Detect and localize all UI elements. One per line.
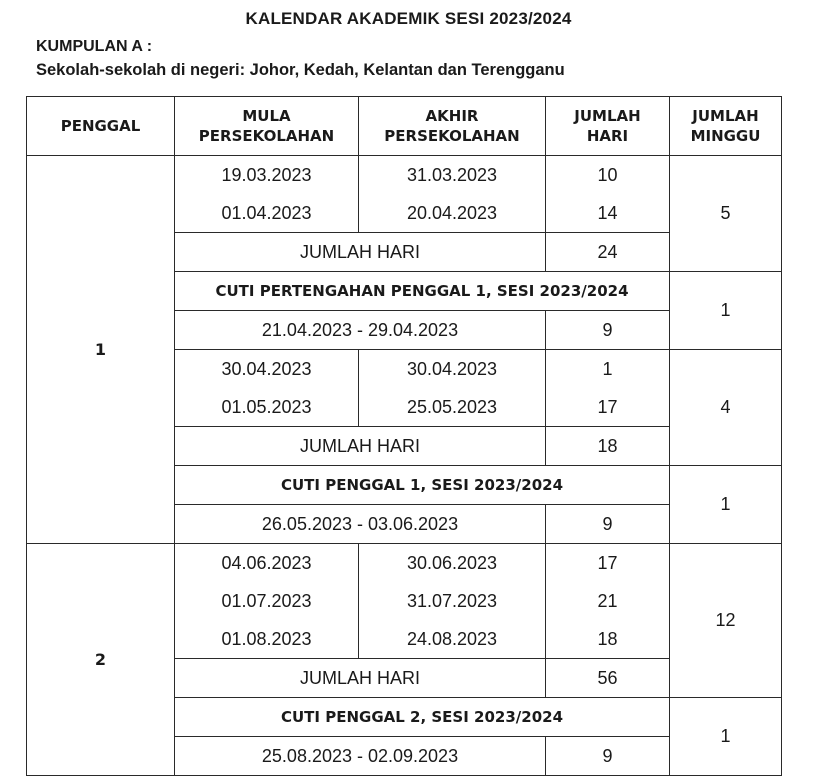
total-label: JUMLAH HARI xyxy=(175,427,546,466)
states-line: Sekolah-sekolah di negeri: Johor, Kedah, Kelantan dan Terengganu xyxy=(36,61,565,79)
end-date: 31.03.2023 xyxy=(359,156,546,195)
start-date: 01.07.2023 xyxy=(175,582,359,620)
total-days: 18 xyxy=(546,427,670,466)
end-date: 30.06.2023 xyxy=(359,544,546,583)
end-date: 31.07.2023 xyxy=(359,582,546,620)
break-days: 9 xyxy=(546,505,670,544)
header-jumlah-hari: JUMLAH HARI xyxy=(546,97,670,156)
start-date: 01.05.2023 xyxy=(175,388,359,427)
total-label: JUMLAH HARI xyxy=(175,233,546,272)
header-jumlah-minggu: JUMLAH MINGGU xyxy=(670,97,782,156)
break-range: 25.08.2023 - 02.09.2023 xyxy=(175,737,546,776)
total-days: 56 xyxy=(546,659,670,698)
table-row xyxy=(27,156,782,195)
break-title: CUTI PERTENGAHAN PENGGAL 1, SESI 2023/2024 xyxy=(175,272,670,311)
start-date: 01.08.2023 xyxy=(175,620,359,659)
header-akhir: AKHIR PERSEKOLAHAN xyxy=(359,97,546,156)
document-title: KALENDAR AKADEMIK SESI 2023/2024 xyxy=(245,9,572,28)
header-row xyxy=(27,97,782,156)
term-cell: 2 xyxy=(27,544,175,776)
break-range: 26.05.2023 - 03.06.2023 xyxy=(175,505,546,544)
weeks-count: 1 xyxy=(670,466,782,544)
weeks-count: 1 xyxy=(670,698,782,776)
days-count: 21 xyxy=(546,582,670,620)
start-date: 30.04.2023 xyxy=(175,350,359,389)
end-date: 30.04.2023 xyxy=(359,350,546,389)
table-row xyxy=(27,544,782,583)
weeks-count: 4 xyxy=(670,350,782,466)
start-date: 01.04.2023 xyxy=(175,194,359,233)
end-date: 25.05.2023 xyxy=(359,388,546,427)
days-count: 14 xyxy=(546,194,670,233)
break-title: CUTI PENGGAL 1, SESI 2023/2024 xyxy=(175,466,670,505)
break-days: 9 xyxy=(546,311,670,350)
weeks-count: 1 xyxy=(670,272,782,350)
academic-calendar-table xyxy=(26,96,782,776)
weeks-count: 5 xyxy=(670,156,782,272)
end-date: 24.08.2023 xyxy=(359,620,546,659)
start-date: 04.06.2023 xyxy=(175,544,359,583)
header-penggal: PENGGAL xyxy=(27,97,175,156)
total-label: JUMLAH HARI xyxy=(175,659,546,698)
header-mula: MULA PERSEKOLAHAN xyxy=(175,97,359,156)
break-days: 9 xyxy=(546,737,670,776)
days-count: 1 xyxy=(546,350,670,389)
break-title: CUTI PENGGAL 2, SESI 2023/2024 xyxy=(175,698,670,737)
term-cell: 1 xyxy=(27,156,175,544)
total-days: 24 xyxy=(546,233,670,272)
break-range: 21.04.2023 - 29.04.2023 xyxy=(175,311,546,350)
end-date: 20.04.2023 xyxy=(359,194,546,233)
weeks-count: 12 xyxy=(670,544,782,698)
start-date: 19.03.2023 xyxy=(175,156,359,195)
days-count: 10 xyxy=(546,156,670,195)
days-count: 18 xyxy=(546,620,670,659)
days-count: 17 xyxy=(546,544,670,583)
group-label: KUMPULAN A : xyxy=(36,38,153,55)
days-count: 17 xyxy=(546,388,670,427)
